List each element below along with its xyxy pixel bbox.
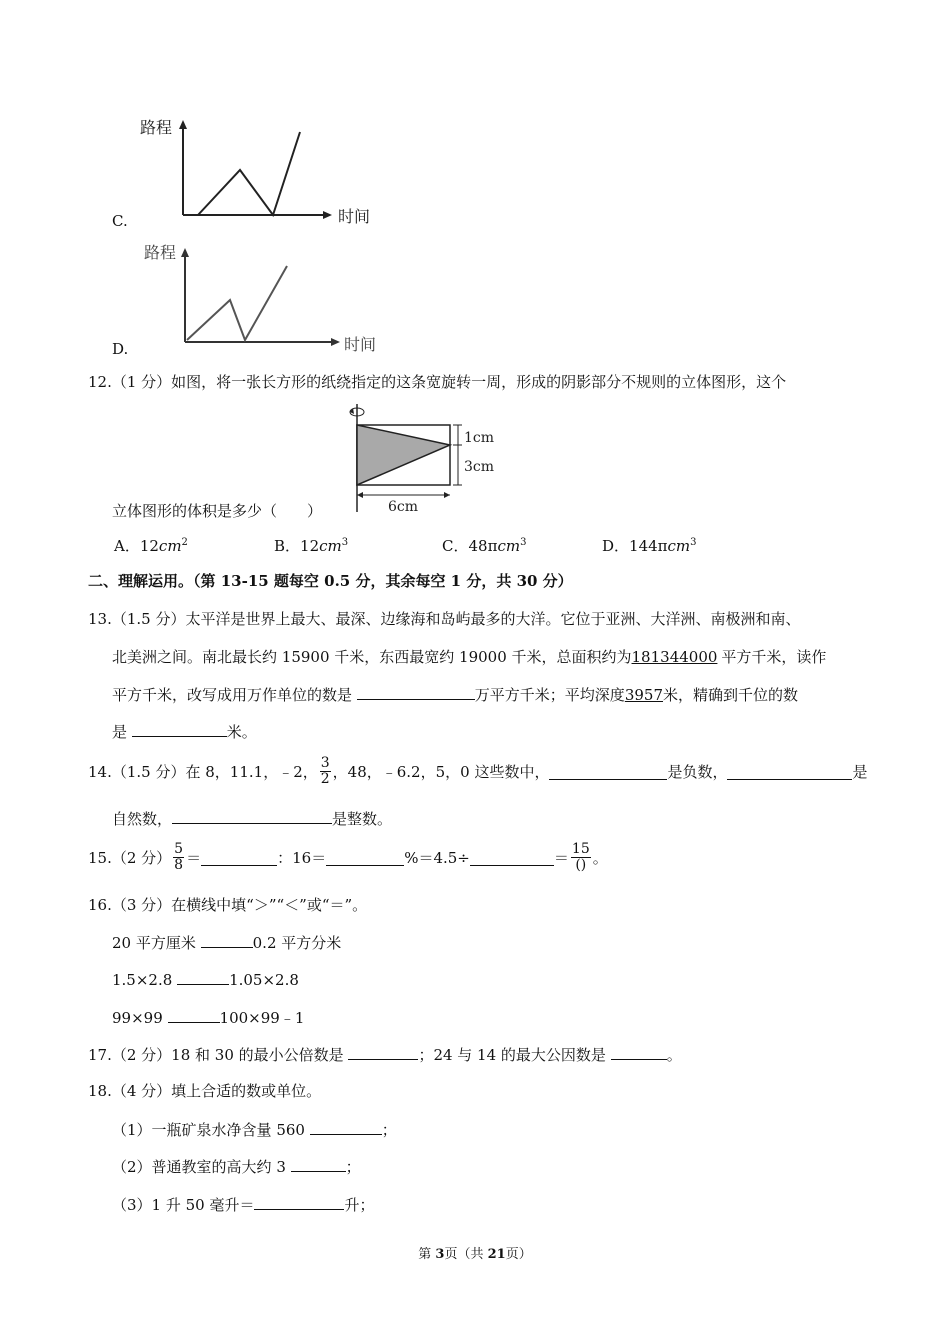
q18-sub2: （2）普通教室的高大约 3 ； [112,1155,361,1177]
q17-line: 17.（2 分）18 和 30 的最小公倍数是 ；24 与 14 的最大公因数是 。 [88,1043,682,1065]
page-footer: 第 3页（共 21页） [418,1247,532,1262]
area-number: 181344000 [631,648,718,666]
q14-blank-integer[interactable] [172,807,332,824]
q12-option-d: D．144πcm$^3$ [602,537,697,555]
page-total: 21 [487,1247,506,1262]
section-2-heading: 二、理解运用。（第 13-15 题每空 0.5 分，其余每空 1 分，共 30 分） [88,572,573,590]
graph-d-y-label: 路程 [144,243,177,262]
q18-sub1: （1）一瓶矿泉水净含量 560 ； [112,1118,397,1140]
q18-blank-1[interactable] [310,1118,382,1135]
q13-line2: 北美洲之间。南北最长约 15900 千米，东西最宽约 19000 千米，总面积约为181344000 平方千米，读作 [112,648,827,666]
q16-row2: 1.5×2.8 1.05×2.8 [112,968,299,989]
q16-blank-2[interactable] [177,968,229,985]
dim-1cm: 1cm [464,430,495,446]
q12-option-a: A．$12cm^2$ [114,537,188,555]
q13-line1: 13.（1.5 分）太平洋是世界上最大、最深、边缘海和岛屿最多的大洋。它位于亚洲、大洋洲、南极洲和南、 [88,610,801,628]
q16-blank-3[interactable] [168,1006,220,1023]
q17-blank-gcd[interactable] [611,1043,667,1060]
graph-c [130,110,390,235]
q16-blank-1[interactable] [201,931,253,948]
graph-d [130,238,390,358]
q14-blank-negative[interactable] [549,763,667,780]
dim-6cm: 6cm [388,499,419,515]
q13-blank-wan[interactable] [357,683,475,700]
q15-blank-2[interactable] [326,849,404,866]
q15-fraction-5-8: $\frac{5}{8}$ [174,841,184,873]
q12-figure [340,400,500,520]
q14-line2: 自然数， 是整数。 [112,807,392,829]
q16-row1: 20 平方厘米 0.2 平方分米 [112,931,341,953]
q12-option-c: C．48πcm$^3$ [442,537,527,555]
q12-line1: 12.（1 分）如图，将一张长方形的纸绕指定的这条宽旋转一周，形成的阴影部分不规则的立体图形，这个 [88,373,787,391]
q15-line: 15.（2 分） $\frac{5}{8}$ ＝ ：16＝ %＝4.5÷ ＝ $\frac{15}{()}$ 。 [88,841,608,873]
q16-row3: 99×99 100×99﹣1 [112,1006,304,1028]
dim-3cm: 3cm [464,459,495,475]
q14-line1: 14.（1.5 分）在 8，11.1，﹣2， $\frac{3}{2}$ ，48，﹣6.2，5，0 这些数中， 是负数， 是 [88,755,868,787]
q14-blank-natural[interactable] [727,763,852,780]
graph-c-x-label: 时间 [338,207,371,226]
page-number: 3 [435,1247,445,1262]
q18-blank-2[interactable] [291,1155,346,1172]
q16-title: 16.（3 分）在横线中填“＞”“＜”或“＝”。 [88,896,368,914]
q18-blank-3[interactable] [254,1193,344,1210]
q18-title: 18.（4 分）填上合适的数或单位。 [88,1082,322,1100]
q12-line2: 立体图形的体积是多少（ ） [112,502,323,520]
q13-line4: 是 米。 [112,720,257,742]
graph-d-x-label: 时间 [344,335,377,354]
q18-sub3: （3）1 升 50 毫升＝ 升； [112,1193,375,1215]
option-c-label: C. [112,212,128,230]
q12-option-b: B．$12cm^3$ [274,537,349,555]
option-d-label: D. [112,340,129,358]
q14-fraction: $\frac{3}{2}$ [320,755,330,787]
q13-blank-round[interactable] [132,720,227,737]
q15-blank-3[interactable] [470,849,554,866]
graph-c-y-label: 路程 [140,118,173,137]
q13-line3: 平方千米，改写成用万作单位的数是 万平方千米；平均深度3957米，精确到千位的数 [112,683,798,705]
q15-blank-1[interactable] [201,849,277,866]
q15-fraction-15: $\frac{15}{()}$ [571,841,590,873]
depth-number: 3957 [624,686,663,704]
q17-blank-lcm[interactable] [348,1043,418,1060]
